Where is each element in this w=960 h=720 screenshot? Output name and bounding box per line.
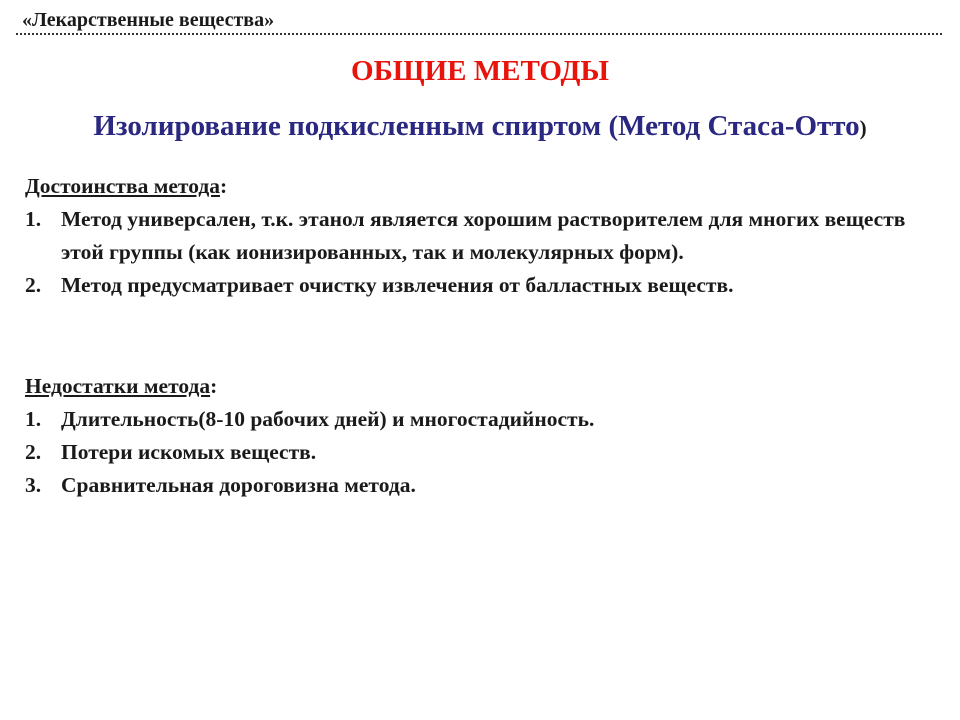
subtitle-closing-paren: ) <box>859 116 867 140</box>
list-item-number: 1. <box>25 207 42 231</box>
slide-title: ОБЩИЕ МЕТОДЫ <box>351 55 609 87</box>
subtitle-main: Изолирование подкисленным спиртом (Метод Стаса-Отто <box>93 110 860 142</box>
advantages-heading-row <box>25 170 925 203</box>
list-item-text: Длительность(8-10 рабочих дней) и многостадийность. <box>61 407 595 431</box>
disadvantages-heading-colon: : <box>210 374 218 398</box>
advantages-heading-colon: : <box>219 174 228 198</box>
header-dotted-divider <box>16 33 942 35</box>
list-item <box>25 469 925 502</box>
slide-subtitle <box>0 110 960 143</box>
disadvantages-section <box>25 370 925 502</box>
list-item <box>25 403 925 436</box>
list-item-number: 3. <box>25 473 42 497</box>
list-item-text: Метод универсален, т.к. этанол является хорошим растворителем для многих веществ этой группы (как ионизированных, так и молекулярных форм). <box>61 207 906 264</box>
list-item-number: 2. <box>25 273 42 297</box>
disadvantages-heading: Недостатки метода <box>25 374 211 398</box>
list-item <box>25 203 925 269</box>
list-item-number: 2. <box>25 440 42 464</box>
list-item-text: Потери искомых веществ. <box>61 440 317 464</box>
list-item-text: Сравнительная дороговизна метода. <box>61 473 416 497</box>
disadvantages-heading-row <box>25 370 925 403</box>
advantages-section <box>25 170 925 302</box>
disadvantages-list <box>25 403 925 502</box>
list-item-number: 1. <box>25 407 42 431</box>
list-item-text: Метод предусматривает очистку извлечения от балластных веществ. <box>61 273 734 297</box>
slide-header: «Лекарственные вещества» <box>22 9 275 31</box>
advantages-list <box>25 203 925 302</box>
list-item <box>25 436 925 469</box>
list-item <box>25 269 925 302</box>
advantages-heading: Достоинства метода <box>25 174 220 198</box>
